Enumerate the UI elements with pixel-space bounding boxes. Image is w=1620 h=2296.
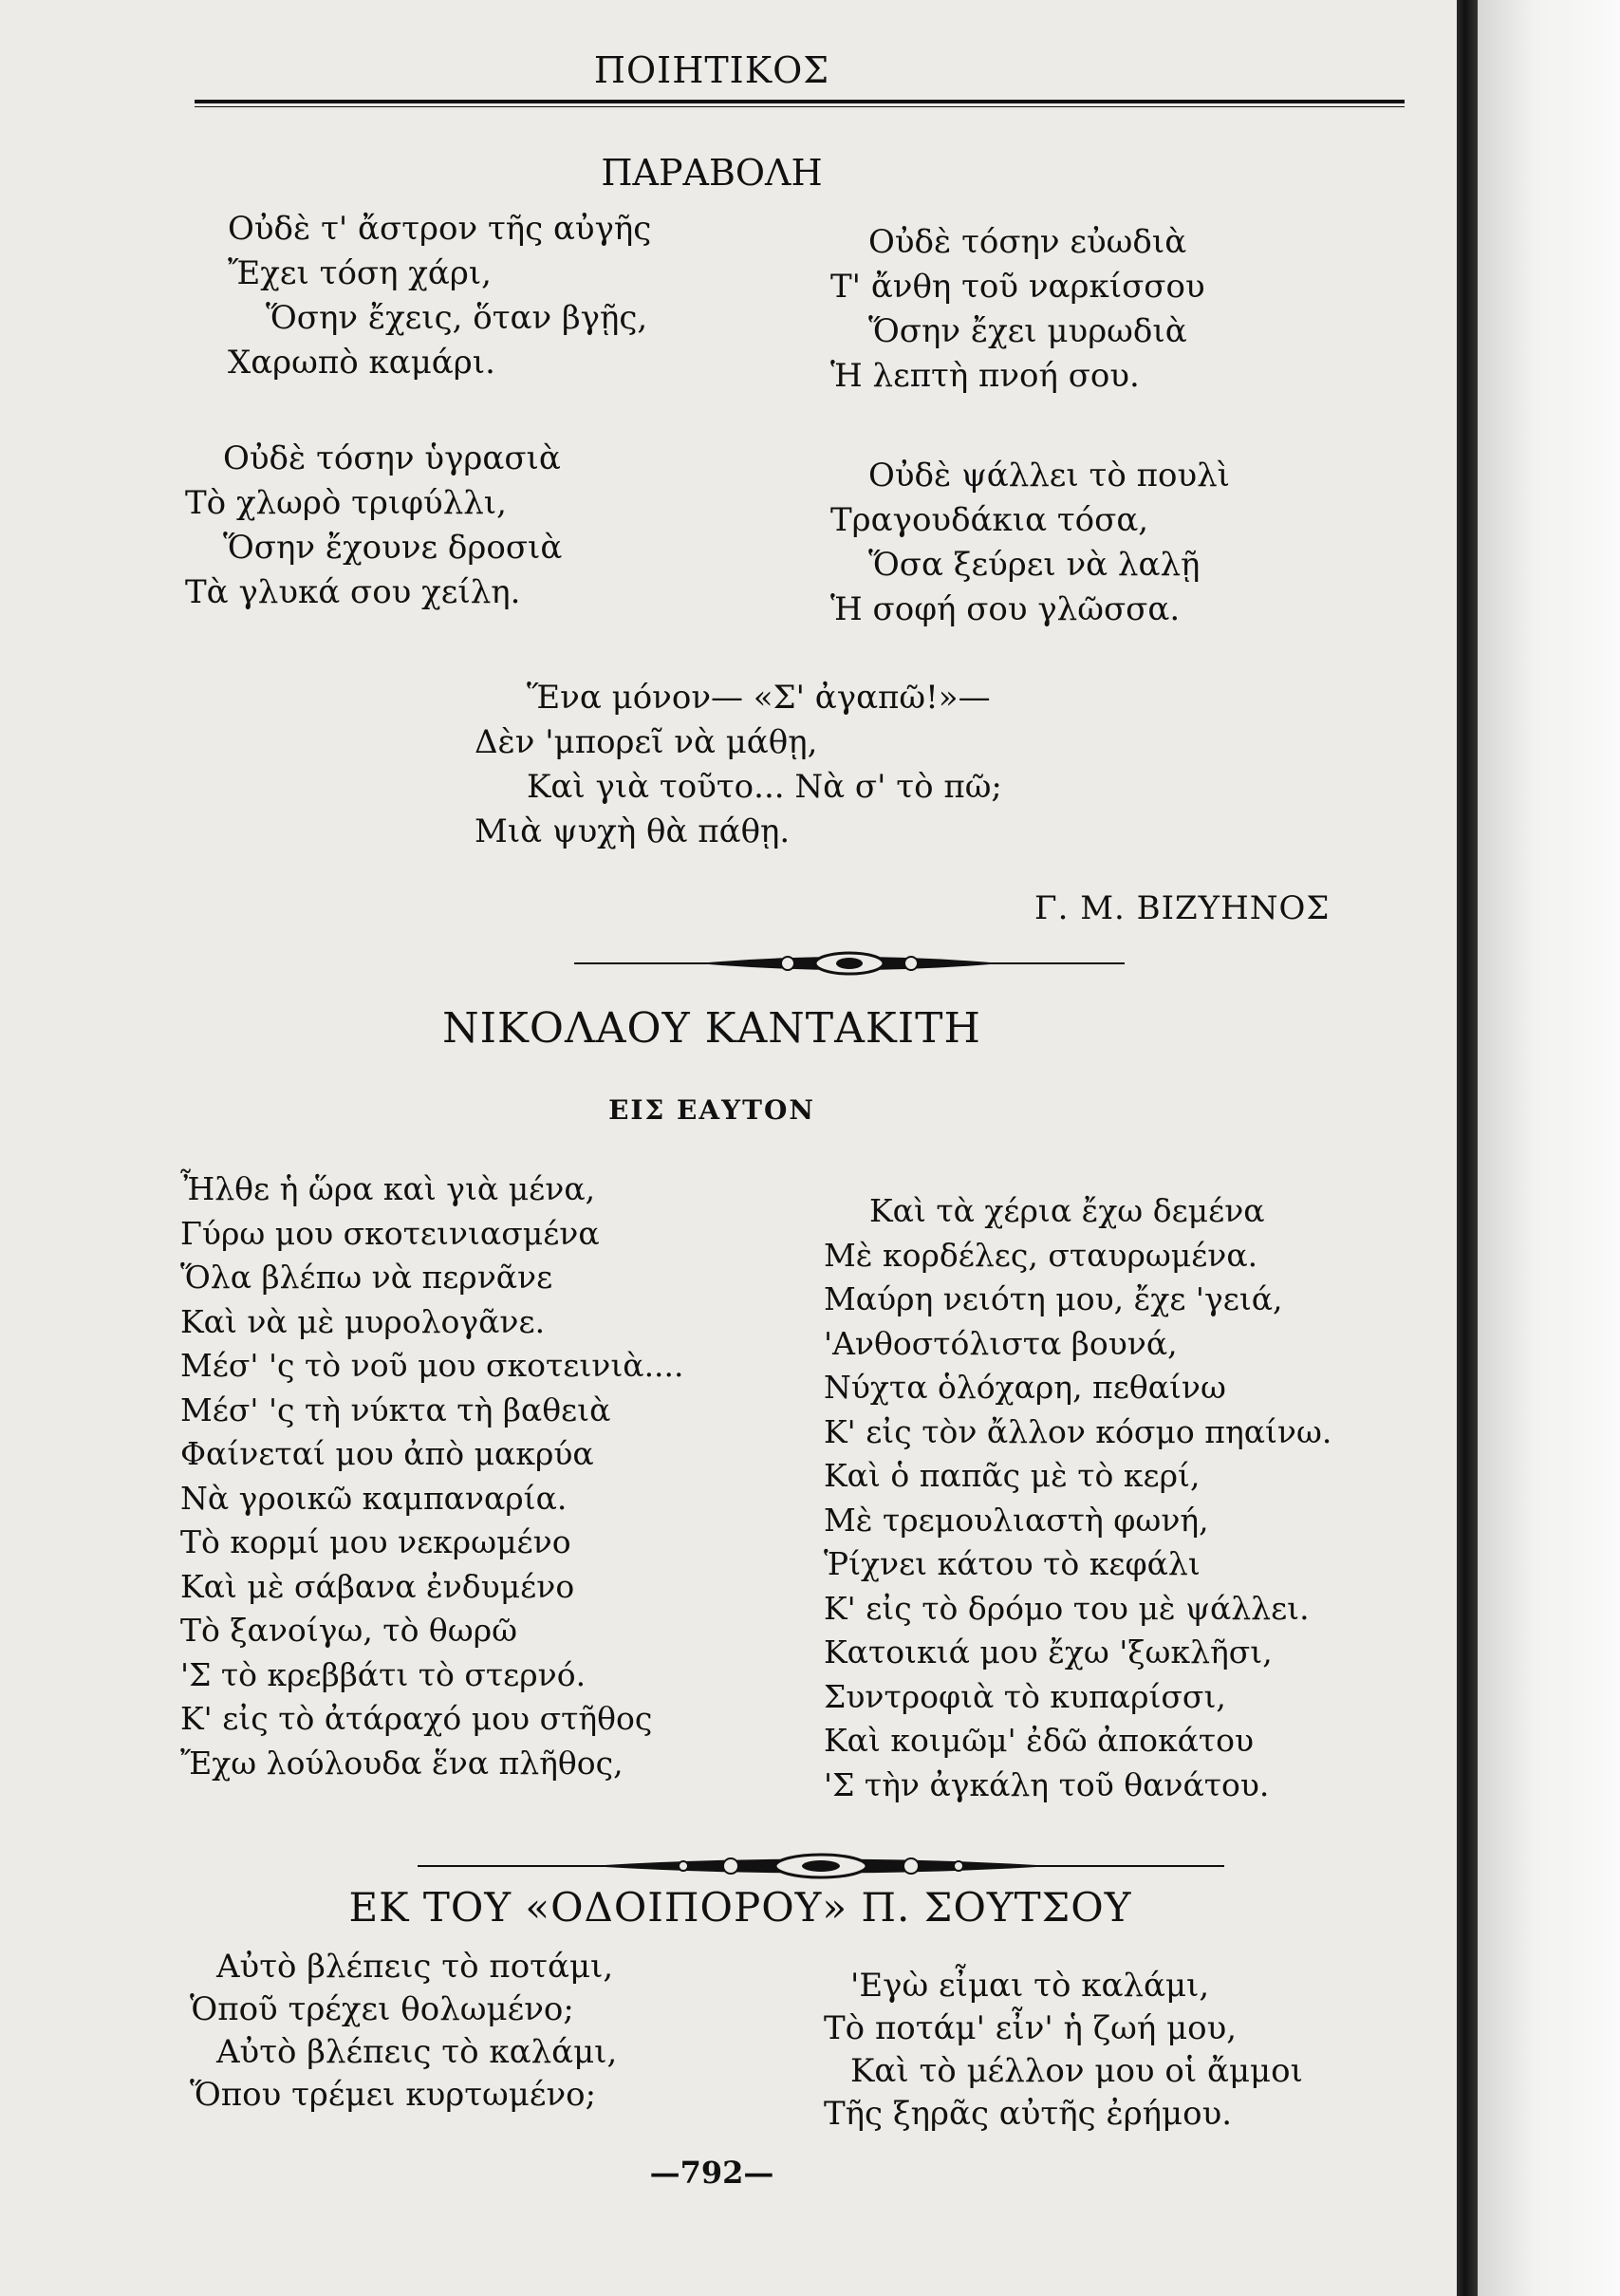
- verse-line: Οὐδὲ τόσην εὐωδιὰ: [868, 223, 1187, 261]
- verse-line: Τὸ ξανοίγω, τὸ θωρῶ: [180, 1612, 518, 1649]
- verse-line: Μὲ τρεμουλιαστὴ φωνή,: [824, 1501, 1209, 1539]
- verse-line: Καὶ τὸ μέλλον μου οἱ ἄμμοι: [850, 2052, 1303, 2090]
- poem2-author-title: ΝΙΚΟΛΑΟΥ ΚΑΝΤΑΚΙΤΗ: [442, 1004, 981, 1053]
- verse-line: 'Σ τὸ κρεββάτι τὸ στερνό.: [180, 1655, 587, 1693]
- verse-line: 'Εγὼ εἶμαι τὸ καλάμι,: [850, 1967, 1210, 2005]
- poem3-title: ΕΚ ΤΟΥ «ΟΔΟΙΠΟΡΟΥ» Π. ΣΟΥΤΣΟΥ: [348, 1884, 1132, 1931]
- verse-line: Δὲν 'μπορεῖ νὰ μάθῃ,: [475, 723, 818, 761]
- verse-line: Καὶ τὰ χέρια ἔχω δεμένα: [869, 1192, 1265, 1229]
- poem1-left-stanza2: [185, 437, 562, 615]
- verse-line: Οὐδὲ ψάλλει τὸ πουλὶ: [868, 457, 1230, 495]
- verse-line: Οὐδὲ τ' ἄστρον τῆς αὐγῆς: [228, 210, 652, 248]
- verse-line: Κ' εἰς τὸν ἄλλον κόσμο πηαίνω.: [824, 1412, 1332, 1450]
- verse-line: Ἔχω λούλουδα ἕνα πλῆθος,: [180, 1744, 624, 1782]
- verse-line: Καὶ μὲ σάβανα ἐνδυμένο: [180, 1567, 575, 1605]
- poem3-right-column: [824, 1965, 1303, 2136]
- header-rule: [195, 100, 1405, 107]
- facing-page-edge: [1478, 0, 1620, 2296]
- verse-line: Τὸ χλωρὸ τριφύλλι,: [185, 484, 507, 522]
- verse-line: Ἔχει τόση χάρι,: [228, 254, 492, 292]
- verse-line: Χαρωπὸ καμάρι.: [228, 344, 495, 382]
- poem1-author: Γ. Μ. ΒΙΖΥΗΝΟΣ: [1034, 889, 1331, 927]
- verse-line: Ἦλθε ἡ ὥρα καὶ γιὰ μένα,: [180, 1170, 596, 1207]
- poem3-left-column: [190, 1946, 617, 2117]
- verse-line: Ἕνα μόνον— «Σ' ἀγαπῶ!»—: [527, 679, 991, 717]
- verse-line: Κατοικιά μου ἔχω 'ξωκλῆσι,: [824, 1633, 1273, 1671]
- verse-line: Τραγουδάκια τόσα,: [830, 501, 1149, 539]
- poem1-left-stanza1: [228, 207, 651, 385]
- poem1-right-stanza1: [830, 220, 1205, 399]
- poem2-left-column: [180, 1167, 684, 1785]
- verse-line: 'Σ τὴν ἀγκάλη τοῦ θανάτου.: [824, 1765, 1270, 1803]
- verse-line: Ὅσα ξεύρει νὰ λαλῇ: [868, 546, 1201, 584]
- verse-line: Ὁποῦ τρέχει θολωμένο;: [190, 1990, 574, 2028]
- running-header: ΠΟΙΗΤΙΚΟΣ: [593, 49, 830, 91]
- verse-line: Ὅσην ἔχουνε δροσιὰ: [223, 529, 563, 567]
- verse-line: Φαίνεταί μου ἀπὸ μακρύα: [180, 1435, 594, 1472]
- poem1-title: ΠΑΡΑΒΟΛΗ: [601, 152, 823, 194]
- verse-line: Συντροφιὰ τὸ κυπαρίσσι,: [824, 1677, 1226, 1715]
- verse-line: Καὶ κοιμῶμ' ἐδῶ ἀποκάτου: [824, 1722, 1255, 1759]
- verse-line: Γύρω μου σκοτεινιασμένα: [180, 1214, 600, 1252]
- verse-line: Μέσ' 'ς τὸ νοῦ μου σκοτεινιὰ....: [180, 1347, 684, 1384]
- poem1-closing-stanza: [475, 676, 1002, 854]
- verse-line: Τὰ γλυκά σου χείλη.: [185, 573, 521, 611]
- verse-line: Οὐδὲ τόσην ὑγρασιὰ: [223, 439, 561, 477]
- verse-line: Τῆς ξηρᾶς αὐτῆς ἐρήμου.: [824, 2095, 1233, 2133]
- verse-line: Ὅσην ἔχει μυρωδιὰ: [868, 312, 1187, 350]
- verse-line: Κ' εἰς τὸ δρόμο του μὲ ψάλλει.: [824, 1589, 1310, 1627]
- verse-line: 'Ανθοστόλιστα βουνά,: [824, 1324, 1178, 1362]
- verse-line: Ὅσην ἔχεις, ὅταν βγῇς,: [266, 299, 648, 337]
- page-number: —792—: [649, 2155, 774, 2191]
- verse-line: Ῥίχνει κάτου τὸ κεφάλι: [824, 1545, 1201, 1582]
- verse-line: Τὸ κορμί μου νεκρωμένο: [180, 1523, 571, 1560]
- verse-line: Κ' εἰς τὸ ἀτάραχό μου στῆθος: [180, 1700, 653, 1737]
- ornament-divider-2: [418, 1847, 1224, 1885]
- poem2-right-column: [824, 1189, 1331, 1807]
- verse-line: Καὶ νὰ μὲ μυρολογᾶνε.: [180, 1302, 546, 1340]
- book-spine-shadow: [1457, 0, 1478, 2296]
- verse-line: Ὅλα βλέπω νὰ περνᾶνε: [180, 1259, 553, 1296]
- verse-line: Ἡ λεπτὴ πνοή σου.: [830, 357, 1140, 395]
- verse-line: Ἡ σοφή σου γλῶσσα.: [830, 590, 1181, 628]
- verse-line: Μαύρη νειότη μου, ἔχε 'γειά,: [824, 1280, 1283, 1317]
- verse-line: Νὰ γροικῶ καμπαναρία.: [180, 1479, 568, 1517]
- verse-line: Καὶ γιὰ τοῦτο... Νὰ σ' τὸ πῶ;: [527, 768, 1002, 806]
- verse-line: Μιὰ ψυχὴ θὰ πάθῃ.: [475, 812, 791, 850]
- verse-line: Ὅπου τρέμει κυρτωμένο;: [190, 2076, 597, 2114]
- verse-line: Μὲ κορδέλες, σταυρωμένα.: [824, 1236, 1258, 1274]
- verse-line: Καὶ ὁ παπᾶς μὲ τὸ κερί,: [824, 1457, 1201, 1494]
- verse-line: Νύχτα ὁλόχαρη, πεθαίνω: [824, 1369, 1226, 1406]
- verse-line: Τ' ἄνθη τοῦ ναρκίσσου: [830, 268, 1205, 306]
- poem2-title: ΕΙΣ ΕΑΥΤΟΝ: [608, 1094, 815, 1126]
- ornament-divider-1: [574, 944, 1125, 982]
- verse-line: Μέσ' 'ς τὴ νύκτα τὴ βαθειὰ: [180, 1391, 611, 1428]
- verse-line: Αὐτὸ βλέπεις τὸ ποτάμι,: [216, 1948, 614, 1986]
- verse-line: Τὸ ποτάμ' εἶν' ἡ ζωή μου,: [824, 2009, 1238, 2047]
- poem1-right-stanza2: [830, 454, 1230, 632]
- verse-line: Αὐτὸ βλέπεις τὸ καλάμι,: [216, 2033, 618, 2071]
